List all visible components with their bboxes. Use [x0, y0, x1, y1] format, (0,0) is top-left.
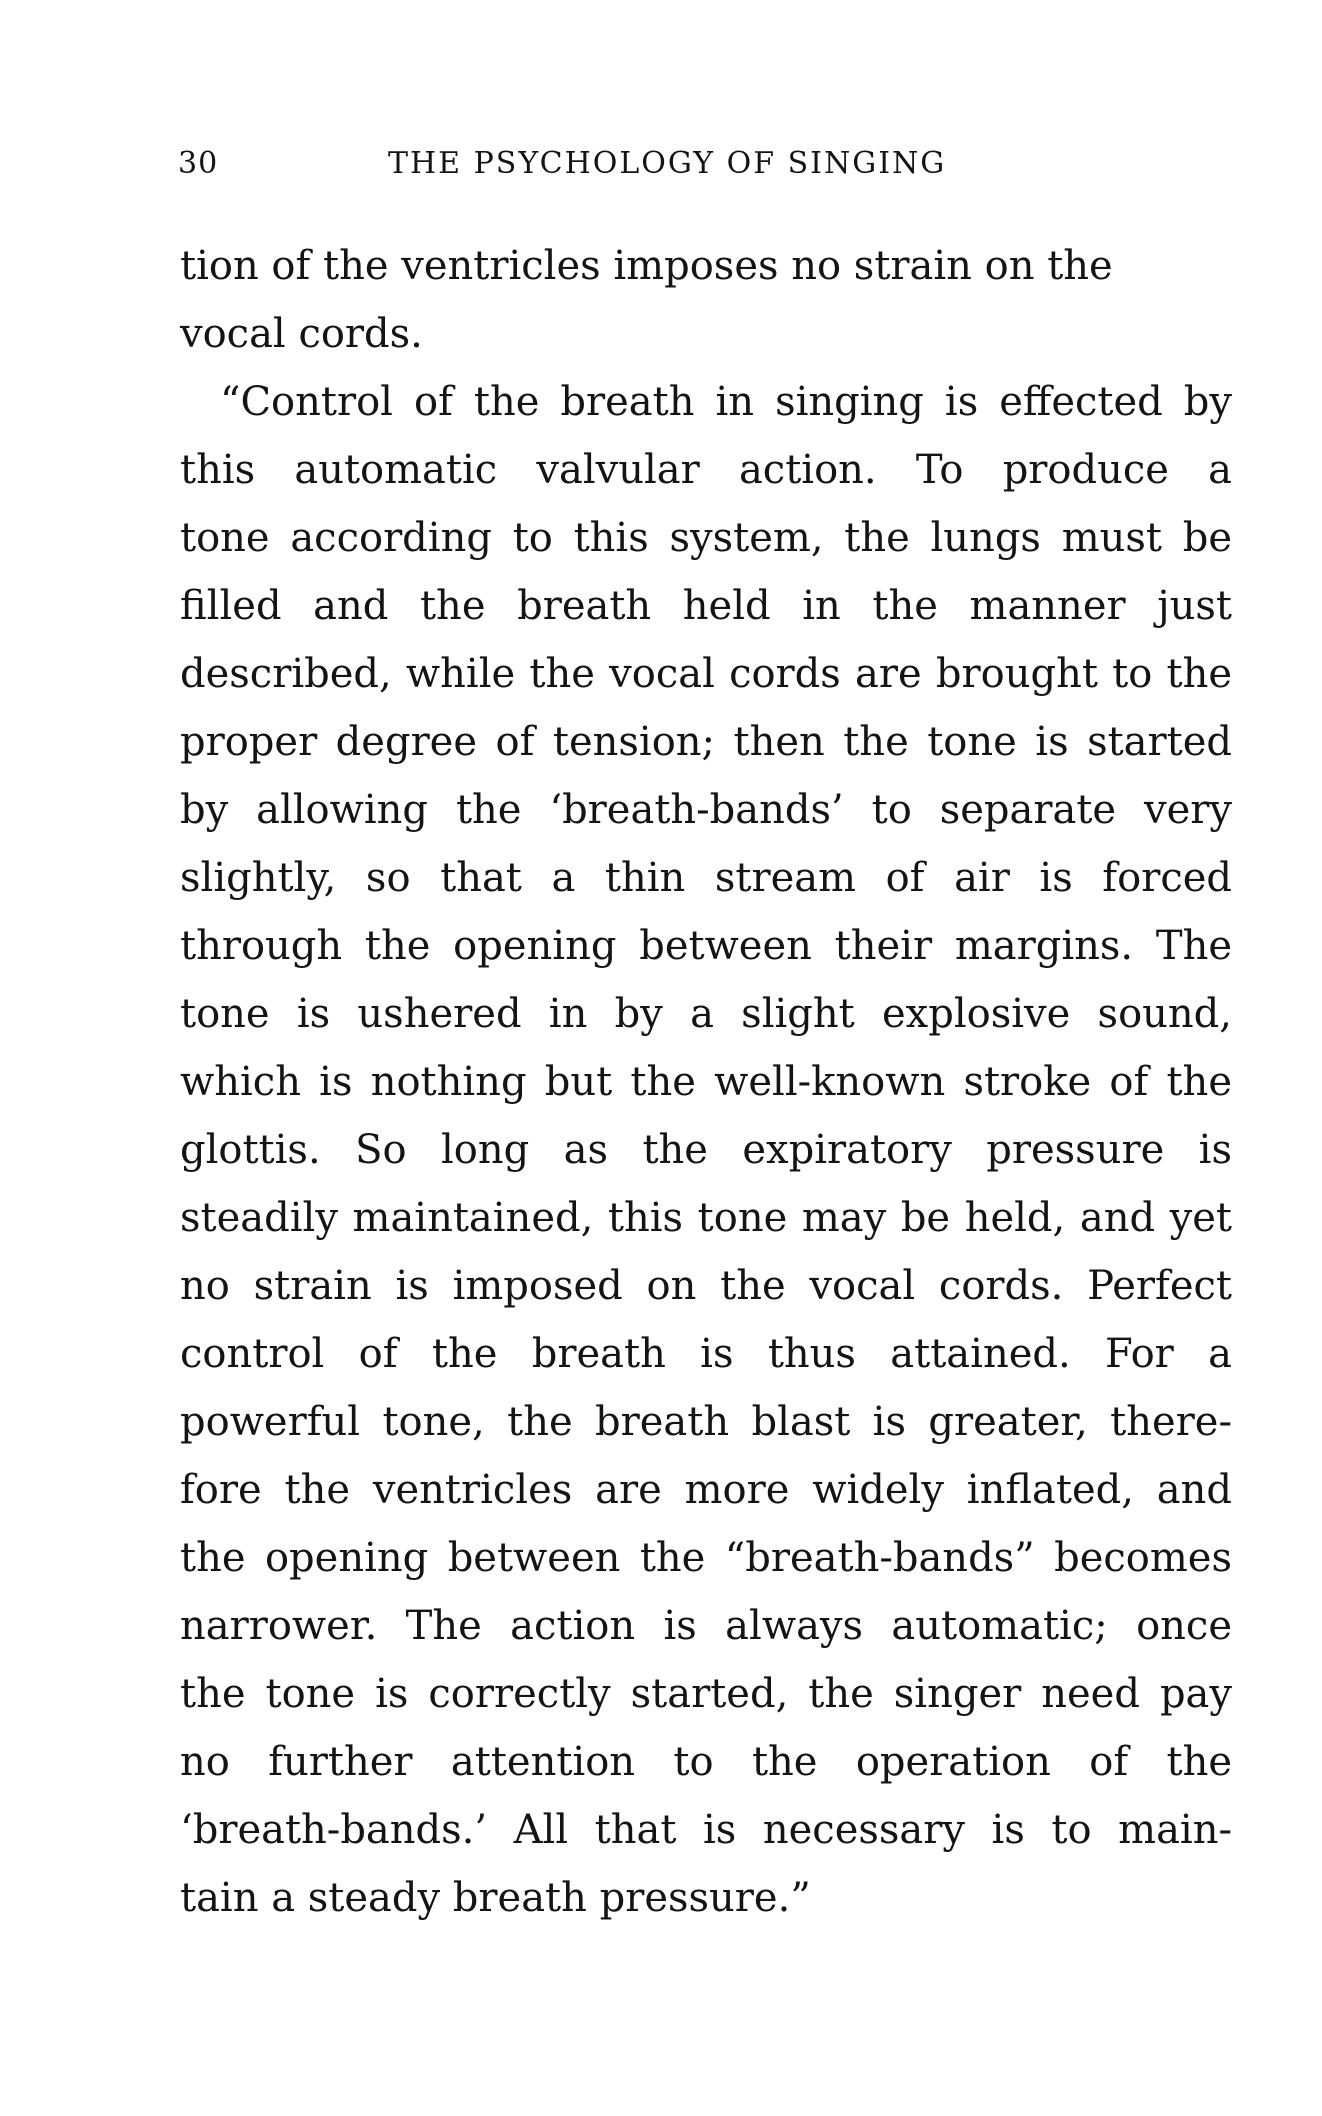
text-line: control of the breath is thus attained. For a [180, 1331, 1232, 1377]
text-line: fore the ventricles are more widely inflated, and [180, 1467, 1232, 1513]
text-line: steadily maintained, this tone may be held, and yet [180, 1195, 1232, 1241]
text-line: no further attention to the operation of the [180, 1739, 1232, 1785]
text-line: tain a steady breath pressure.” [180, 1875, 811, 1921]
text-line: “Control of the breath in singing is effected by [220, 379, 1232, 425]
text-line: ‘breath-bands.’ All that is necessary is to main- [180, 1807, 1232, 1853]
text-line: the opening between the “breath-bands” becomes [180, 1535, 1232, 1581]
text-line: by allowing the ‘breath-bands’ to separate very [180, 787, 1232, 833]
text-line: proper degree of tension; then the tone is started [180, 719, 1232, 765]
running-head [178, 146, 988, 186]
text-line: through the opening between their margins. The [180, 923, 1232, 969]
text-line: slightly, so that a thin stream of air is forced [180, 855, 1232, 901]
text-line: powerful tone, the breath blast is greater, there- [180, 1399, 1232, 1445]
text-line: tone according to this system, the lungs must be [180, 515, 1232, 561]
text-line: this automatic valvular action. To produce a [180, 447, 1232, 493]
page-number: 30 [178, 146, 219, 181]
text-line: no strain is imposed on the vocal cords. Perfect [180, 1263, 1232, 1309]
text-line: vocal cords. [180, 311, 423, 357]
text-line: described, while the vocal cords are brought to the [180, 651, 1232, 697]
text-line: the tone is correctly started, the singer need pay [180, 1671, 1232, 1717]
text-line: which is nothing but the well-known stroke of the [180, 1059, 1232, 1105]
text-line: filled and the breath held in the manner just [180, 583, 1232, 629]
running-title: THE PSYCHOLOGY OF SINGING [388, 146, 947, 181]
text-line: tone is ushered in by a slight explosive sound, [180, 991, 1232, 1037]
text-line: glottis. So long as the expiratory pressure is [180, 1127, 1232, 1173]
body-text [180, 232, 1232, 1932]
text-line: tion of the ventricles imposes no strain on the [180, 243, 1113, 289]
text-line: narrower. The action is always automatic; once [180, 1603, 1232, 1649]
